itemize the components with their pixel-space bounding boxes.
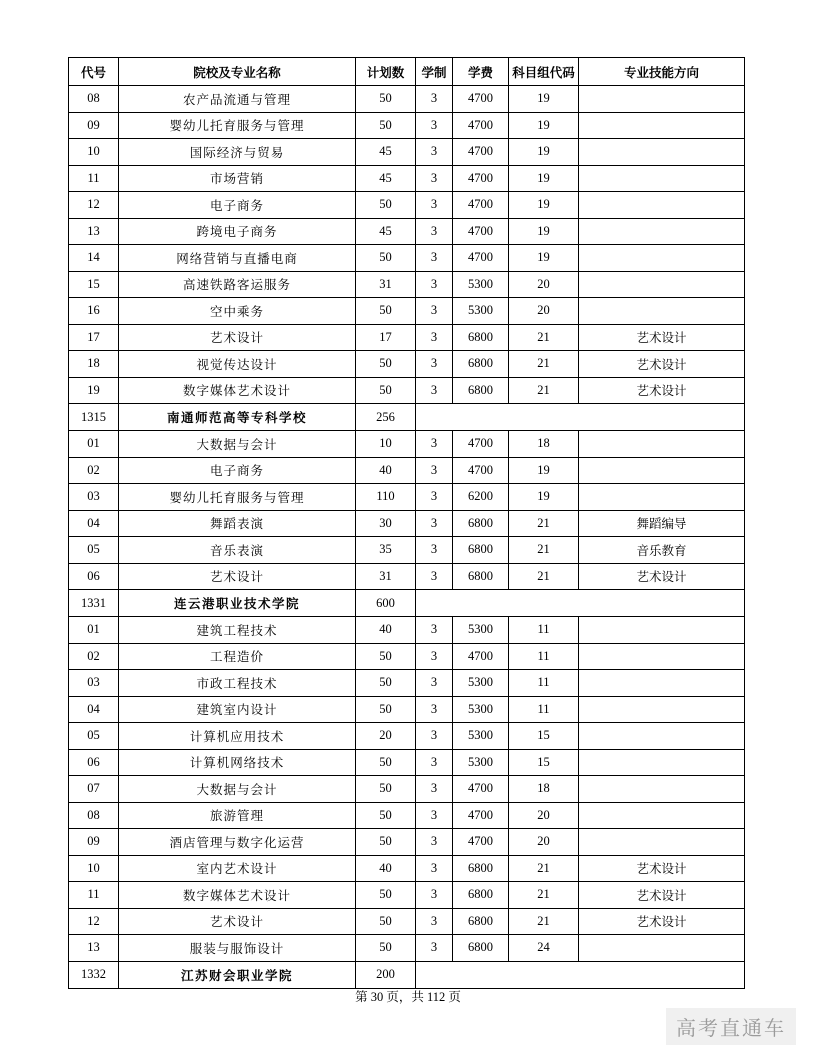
major-code: 09 xyxy=(69,112,119,139)
major-row xyxy=(69,139,745,166)
school-row xyxy=(69,961,745,988)
table-header-row xyxy=(69,58,745,86)
major-name: 大数据与会计 xyxy=(119,431,356,458)
study-years: 3 xyxy=(416,537,453,564)
skill-direction xyxy=(579,643,745,670)
major-code: 01 xyxy=(69,617,119,644)
major-name: 婴幼儿托育服务与管理 xyxy=(119,112,356,139)
major-name: 网络营销与直播电商 xyxy=(119,245,356,272)
plan-count: 31 xyxy=(356,563,416,590)
skill-direction xyxy=(579,484,745,511)
tuition-fee: 6800 xyxy=(453,377,509,404)
tuition-fee: 6800 xyxy=(453,537,509,564)
skill-direction xyxy=(579,245,745,272)
major-code: 01 xyxy=(69,431,119,458)
subject-group-code: 11 xyxy=(509,670,579,697)
column-header: 院校及专业名称 xyxy=(119,58,356,86)
study-years: 3 xyxy=(416,245,453,272)
study-years: 3 xyxy=(416,431,453,458)
skill-direction xyxy=(579,723,745,750)
school-name: 连云港职业技术学院 xyxy=(119,590,356,617)
major-name: 艺术设计 xyxy=(119,563,356,590)
study-years: 3 xyxy=(416,271,453,298)
subject-group-code: 19 xyxy=(509,139,579,166)
skill-direction: 艺术设计 xyxy=(579,324,745,351)
school-name: 江苏财会职业学院 xyxy=(119,961,356,988)
school-code: 1332 xyxy=(69,961,119,988)
major-name: 市政工程技术 xyxy=(119,670,356,697)
column-header: 学制 xyxy=(416,58,453,86)
study-years: 3 xyxy=(416,298,453,325)
subject-group-code: 21 xyxy=(509,882,579,909)
study-years: 3 xyxy=(416,165,453,192)
subject-group-code: 20 xyxy=(509,829,579,856)
major-code: 04 xyxy=(69,510,119,537)
page-number-text: 第 30 页，共 112 页 xyxy=(355,990,461,1004)
tuition-fee: 6800 xyxy=(453,351,509,378)
major-row xyxy=(69,431,745,458)
tuition-fee: 5300 xyxy=(453,723,509,750)
skill-direction: 艺术设计 xyxy=(579,855,745,882)
study-years: 3 xyxy=(416,882,453,909)
study-years: 3 xyxy=(416,749,453,776)
study-years: 3 xyxy=(416,510,453,537)
skill-direction xyxy=(579,935,745,962)
major-name: 建筑工程技术 xyxy=(119,617,356,644)
major-code: 07 xyxy=(69,776,119,803)
study-years: 3 xyxy=(416,829,453,856)
study-years: 3 xyxy=(416,192,453,219)
study-years: 3 xyxy=(416,855,453,882)
study-years: 3 xyxy=(416,563,453,590)
major-name: 大数据与会计 xyxy=(119,776,356,803)
subject-group-code: 21 xyxy=(509,563,579,590)
major-code: 08 xyxy=(69,802,119,829)
major-code: 12 xyxy=(69,908,119,935)
skill-direction xyxy=(579,776,745,803)
study-years: 3 xyxy=(416,643,453,670)
plan-count: 50 xyxy=(356,298,416,325)
plan-count: 50 xyxy=(356,643,416,670)
table-body xyxy=(69,86,745,989)
skill-direction xyxy=(579,802,745,829)
plan-count: 110 xyxy=(356,484,416,511)
tuition-fee: 4700 xyxy=(453,192,509,219)
plan-count: 50 xyxy=(356,86,416,113)
major-code: 02 xyxy=(69,457,119,484)
study-years: 3 xyxy=(416,935,453,962)
column-header: 专业技能方向 xyxy=(579,58,745,86)
study-years: 3 xyxy=(416,377,453,404)
study-years: 3 xyxy=(416,908,453,935)
plan-count: 17 xyxy=(356,324,416,351)
study-years: 3 xyxy=(416,112,453,139)
major-row xyxy=(69,165,745,192)
tuition-fee: 4700 xyxy=(453,86,509,113)
school-empty-span xyxy=(416,404,745,431)
subject-group-code: 11 xyxy=(509,696,579,723)
plan-count: 40 xyxy=(356,617,416,644)
major-name: 婴幼儿托育服务与管理 xyxy=(119,484,356,511)
school-row xyxy=(69,590,745,617)
tuition-fee: 4700 xyxy=(453,165,509,192)
skill-direction xyxy=(579,457,745,484)
major-row xyxy=(69,935,745,962)
watermark-gaokao-zhitongche: 高考直通车 xyxy=(666,1008,796,1045)
major-name: 跨境电子商务 xyxy=(119,218,356,245)
major-code: 18 xyxy=(69,351,119,378)
study-years: 3 xyxy=(416,324,453,351)
major-name: 服装与服饰设计 xyxy=(119,935,356,962)
major-name: 计算机网络技术 xyxy=(119,749,356,776)
major-name: 建筑室内设计 xyxy=(119,696,356,723)
plan-count: 31 xyxy=(356,271,416,298)
skill-direction: 音乐教育 xyxy=(579,537,745,564)
plan-count: 45 xyxy=(356,139,416,166)
major-name: 旅游管理 xyxy=(119,802,356,829)
school-plan-total: 200 xyxy=(356,961,416,988)
study-years: 3 xyxy=(416,670,453,697)
study-years: 3 xyxy=(416,484,453,511)
tuition-fee: 5300 xyxy=(453,670,509,697)
major-code: 14 xyxy=(69,245,119,272)
skill-direction xyxy=(579,271,745,298)
subject-group-code: 21 xyxy=(509,377,579,404)
subject-group-code: 21 xyxy=(509,351,579,378)
subject-group-code: 20 xyxy=(509,298,579,325)
skill-direction xyxy=(579,696,745,723)
major-code: 13 xyxy=(69,935,119,962)
skill-direction: 艺术设计 xyxy=(579,908,745,935)
study-years: 3 xyxy=(416,218,453,245)
major-code: 05 xyxy=(69,723,119,750)
skill-direction: 舞蹈编导 xyxy=(579,510,745,537)
skill-direction xyxy=(579,298,745,325)
plan-count: 50 xyxy=(356,776,416,803)
tuition-fee: 4700 xyxy=(453,457,509,484)
major-name: 空中乘务 xyxy=(119,298,356,325)
major-row xyxy=(69,537,745,564)
major-name: 视觉传达设计 xyxy=(119,351,356,378)
study-years: 3 xyxy=(416,351,453,378)
tuition-fee: 4700 xyxy=(453,802,509,829)
major-row xyxy=(69,112,745,139)
plan-count: 35 xyxy=(356,537,416,564)
plan-count: 50 xyxy=(356,377,416,404)
major-row xyxy=(69,908,745,935)
study-years: 3 xyxy=(416,696,453,723)
major-row xyxy=(69,457,745,484)
major-name: 音乐表演 xyxy=(119,537,356,564)
subject-group-code: 21 xyxy=(509,510,579,537)
plan-count: 50 xyxy=(356,908,416,935)
school-row xyxy=(69,404,745,431)
skill-direction xyxy=(579,218,745,245)
tuition-fee: 4700 xyxy=(453,218,509,245)
tuition-fee: 6800 xyxy=(453,855,509,882)
plan-count: 50 xyxy=(356,696,416,723)
school-code: 1315 xyxy=(69,404,119,431)
major-row xyxy=(69,484,745,511)
study-years: 3 xyxy=(416,776,453,803)
major-code: 09 xyxy=(69,829,119,856)
major-name: 艺术设计 xyxy=(119,324,356,351)
admission-plan-table xyxy=(68,57,745,989)
major-name: 市场营销 xyxy=(119,165,356,192)
subject-group-code: 11 xyxy=(509,643,579,670)
tuition-fee: 4700 xyxy=(453,829,509,856)
school-name: 南通师范高等专科学校 xyxy=(119,404,356,431)
tuition-fee: 5300 xyxy=(453,696,509,723)
plan-count: 50 xyxy=(356,112,416,139)
school-plan-total: 256 xyxy=(356,404,416,431)
major-name: 高速铁路客运服务 xyxy=(119,271,356,298)
plan-count: 50 xyxy=(356,670,416,697)
subject-group-code: 15 xyxy=(509,723,579,750)
major-name: 电子商务 xyxy=(119,192,356,219)
major-code: 19 xyxy=(69,377,119,404)
major-code: 05 xyxy=(69,537,119,564)
plan-count: 20 xyxy=(356,723,416,750)
major-name: 数字媒体艺术设计 xyxy=(119,377,356,404)
plan-count: 50 xyxy=(356,749,416,776)
column-header: 代号 xyxy=(69,58,119,86)
skill-direction xyxy=(579,112,745,139)
subject-group-code: 19 xyxy=(509,165,579,192)
major-row xyxy=(69,643,745,670)
tuition-fee: 5300 xyxy=(453,617,509,644)
study-years: 3 xyxy=(416,457,453,484)
tuition-fee: 4700 xyxy=(453,139,509,166)
skill-direction: 艺术设计 xyxy=(579,563,745,590)
tuition-fee: 6800 xyxy=(453,510,509,537)
plan-count: 30 xyxy=(356,510,416,537)
subject-group-code: 15 xyxy=(509,749,579,776)
major-row xyxy=(69,377,745,404)
major-row xyxy=(69,324,745,351)
plan-count: 50 xyxy=(356,802,416,829)
skill-direction xyxy=(579,829,745,856)
major-code: 03 xyxy=(69,484,119,511)
subject-group-code: 19 xyxy=(509,192,579,219)
skill-direction: 艺术设计 xyxy=(579,351,745,378)
skill-direction xyxy=(579,86,745,113)
tuition-fee: 5300 xyxy=(453,749,509,776)
plan-count: 40 xyxy=(356,457,416,484)
major-code: 08 xyxy=(69,86,119,113)
skill-direction xyxy=(579,139,745,166)
plan-count: 45 xyxy=(356,218,416,245)
tuition-fee: 4700 xyxy=(453,643,509,670)
plan-count: 45 xyxy=(356,165,416,192)
major-name: 艺术设计 xyxy=(119,908,356,935)
major-row xyxy=(69,855,745,882)
tuition-fee: 6800 xyxy=(453,935,509,962)
skill-direction xyxy=(579,165,745,192)
tuition-fee: 6200 xyxy=(453,484,509,511)
subject-group-code: 19 xyxy=(509,457,579,484)
major-row xyxy=(69,192,745,219)
subject-group-code: 21 xyxy=(509,324,579,351)
subject-group-code: 11 xyxy=(509,617,579,644)
tuition-fee: 6800 xyxy=(453,882,509,909)
subject-group-code: 18 xyxy=(509,431,579,458)
major-name: 工程造价 xyxy=(119,643,356,670)
major-name: 舞蹈表演 xyxy=(119,510,356,537)
major-row xyxy=(69,670,745,697)
subject-group-code: 21 xyxy=(509,855,579,882)
tuition-fee: 4700 xyxy=(453,112,509,139)
major-row xyxy=(69,749,745,776)
major-code: 10 xyxy=(69,855,119,882)
skill-direction: 艺术设计 xyxy=(579,377,745,404)
plan-count: 10 xyxy=(356,431,416,458)
plan-count: 50 xyxy=(356,882,416,909)
plan-count: 50 xyxy=(356,935,416,962)
tuition-fee: 4700 xyxy=(453,776,509,803)
tuition-fee: 6800 xyxy=(453,563,509,590)
school-empty-span xyxy=(416,590,745,617)
major-name: 室内艺术设计 xyxy=(119,855,356,882)
subject-group-code: 21 xyxy=(509,908,579,935)
major-name: 电子商务 xyxy=(119,457,356,484)
major-code: 17 xyxy=(69,324,119,351)
major-code: 06 xyxy=(69,749,119,776)
skill-direction: 艺术设计 xyxy=(579,882,745,909)
major-row xyxy=(69,882,745,909)
tuition-fee: 4700 xyxy=(453,245,509,272)
subject-group-code: 24 xyxy=(509,935,579,962)
skill-direction xyxy=(579,431,745,458)
column-header: 科目组代码 xyxy=(509,58,579,86)
tuition-fee: 5300 xyxy=(453,271,509,298)
major-row xyxy=(69,829,745,856)
major-name: 酒店管理与数字化运营 xyxy=(119,829,356,856)
major-name: 数字媒体艺术设计 xyxy=(119,882,356,909)
tuition-fee: 4700 xyxy=(453,431,509,458)
skill-direction xyxy=(579,192,745,219)
tuition-fee: 5300 xyxy=(453,298,509,325)
major-name: 农产品流通与管理 xyxy=(119,86,356,113)
subject-group-code: 18 xyxy=(509,776,579,803)
subject-group-code: 19 xyxy=(509,112,579,139)
major-code: 04 xyxy=(69,696,119,723)
major-row xyxy=(69,218,745,245)
school-code: 1331 xyxy=(69,590,119,617)
subject-group-code: 19 xyxy=(509,245,579,272)
major-row xyxy=(69,776,745,803)
skill-direction xyxy=(579,670,745,697)
plan-count: 50 xyxy=(356,245,416,272)
study-years: 3 xyxy=(416,617,453,644)
study-years: 3 xyxy=(416,139,453,166)
subject-group-code: 19 xyxy=(509,86,579,113)
major-code: 03 xyxy=(69,670,119,697)
subject-group-code: 20 xyxy=(509,802,579,829)
major-code: 15 xyxy=(69,271,119,298)
study-years: 3 xyxy=(416,802,453,829)
major-row xyxy=(69,298,745,325)
plan-count: 50 xyxy=(356,351,416,378)
skill-direction xyxy=(579,749,745,776)
major-row xyxy=(69,86,745,113)
major-code: 02 xyxy=(69,643,119,670)
major-row xyxy=(69,802,745,829)
school-empty-span xyxy=(416,961,745,988)
tuition-fee: 6800 xyxy=(453,908,509,935)
subject-group-code: 19 xyxy=(509,484,579,511)
plan-count: 40 xyxy=(356,855,416,882)
major-code: 06 xyxy=(69,563,119,590)
major-code: 13 xyxy=(69,218,119,245)
study-years: 3 xyxy=(416,723,453,750)
skill-direction xyxy=(579,617,745,644)
major-row xyxy=(69,696,745,723)
study-years: 3 xyxy=(416,86,453,113)
major-name: 国际经济与贸易 xyxy=(119,139,356,166)
major-row xyxy=(69,245,745,272)
major-row xyxy=(69,351,745,378)
major-name: 计算机应用技术 xyxy=(119,723,356,750)
school-plan-total: 600 xyxy=(356,590,416,617)
major-code: 11 xyxy=(69,882,119,909)
subject-group-code: 20 xyxy=(509,271,579,298)
major-row xyxy=(69,617,745,644)
plan-count: 50 xyxy=(356,192,416,219)
major-code: 16 xyxy=(69,298,119,325)
major-code: 10 xyxy=(69,139,119,166)
major-code: 12 xyxy=(69,192,119,219)
major-row xyxy=(69,510,745,537)
subject-group-code: 21 xyxy=(509,537,579,564)
column-header: 学费 xyxy=(453,58,509,86)
major-row xyxy=(69,271,745,298)
major-code: 11 xyxy=(69,165,119,192)
major-row xyxy=(69,563,745,590)
subject-group-code: 19 xyxy=(509,218,579,245)
column-header: 计划数 xyxy=(356,58,416,86)
major-row xyxy=(69,723,745,750)
tuition-fee: 6800 xyxy=(453,324,509,351)
plan-count: 50 xyxy=(356,829,416,856)
